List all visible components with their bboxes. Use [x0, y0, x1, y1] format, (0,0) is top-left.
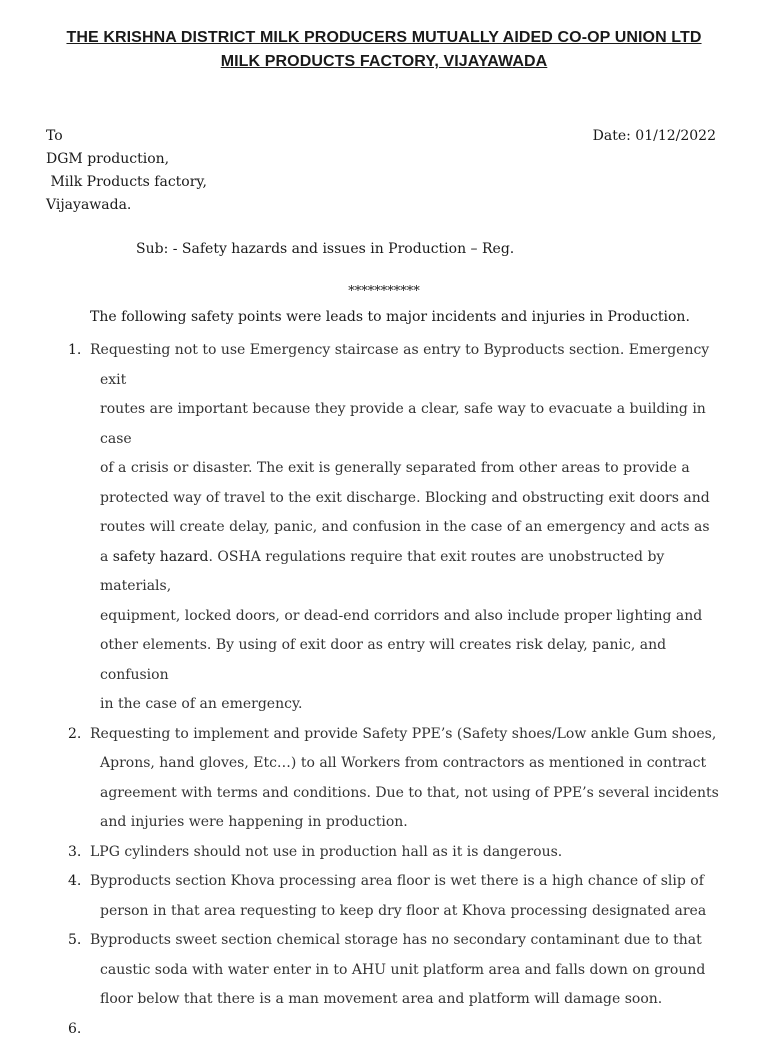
list-item	[68, 926, 728, 1015]
list-item	[68, 720, 728, 838]
list-number: 2.	[68, 720, 90, 838]
list-number: 4.	[68, 867, 90, 926]
list-text: Byproducts sweet section chemical storage has no secondary contaminant due to that caustic soda with water enter in to AHU unit platform area and falls down on ground floor below that there is a man movement area and platform will damage soon.	[90, 926, 728, 1015]
list-number: 1.	[68, 336, 90, 720]
list-text: Byproducts section Khova processing area floor is wet there is a high chance of slip of person in that area requesting to keep dry floor at Khova processing designated area	[90, 867, 728, 926]
letter-date: Date: 01/12/2022	[593, 127, 716, 145]
list-item	[68, 1015, 728, 1044]
list-text	[90, 1015, 728, 1044]
letterhead-line-1: THE KRISHNA DISTRICT MILK PRODUCERS MUTUALLY AIDED CO-OP UNION LTD	[0, 29, 768, 47]
safety-points-list	[68, 336, 728, 1044]
list-item	[68, 838, 728, 868]
separator: ***********	[0, 283, 768, 301]
address-line-2: Milk Products factory,	[46, 173, 207, 191]
letterhead-line-2: MILK PRODUCTS FACTORY, VIJAYAWADA	[0, 53, 768, 71]
intro-paragraph: The following safety points were leads to major incidents and injuries in Production.	[90, 308, 690, 326]
list-number: 3.	[68, 838, 90, 868]
list-item	[68, 867, 728, 926]
address-line-3: Vijayawada.	[46, 196, 131, 214]
list-text	[90, 336, 728, 720]
list-text-part: . OSHA regulations require that exit routes are unobstructed by materials, equipment, locked doors, or dead-end corridors and also include proper lighting and other elements. By using of exit door as entry will creates risk delay, panic, and confusion in the case of an emergency.	[100, 549, 702, 713]
list-text-part: Requesting not to use Emergency staircase as entry to Byproducts section. Emergency exit routes are important because they provide a clear, safe way to evacuate a building in case of a crisis or disaster. The exit is generally separated from other areas to provide a protected way of travel to the exit discharge. Blocking and obstructing exit doors and routes will create delay, panic, and confusion in the case of an emergency and acts as a	[90, 342, 710, 565]
subject-line: Sub: - Safety hazards and issues in Production – Reg.	[136, 240, 514, 258]
list-number: 6.	[68, 1015, 90, 1044]
address-to: To	[46, 127, 63, 145]
safety-hazard-link[interactable]: safety hazard	[113, 549, 209, 565]
address-line-1: DGM production,	[46, 150, 169, 168]
list-text: LPG cylinders should not use in production hall as it is dangerous.	[90, 838, 728, 868]
list-text: Requesting to implement and provide Safety PPE’s (Safety shoes/Low ankle Gum shoes, Aprons, hand gloves, Etc…) to all Workers from contractors as mentioned in contract agreement with terms and conditions. Due to that, not using of PPE’s several incidents and injuries were happening in production.	[90, 720, 728, 838]
list-item	[68, 336, 728, 720]
list-number: 5.	[68, 926, 90, 1015]
